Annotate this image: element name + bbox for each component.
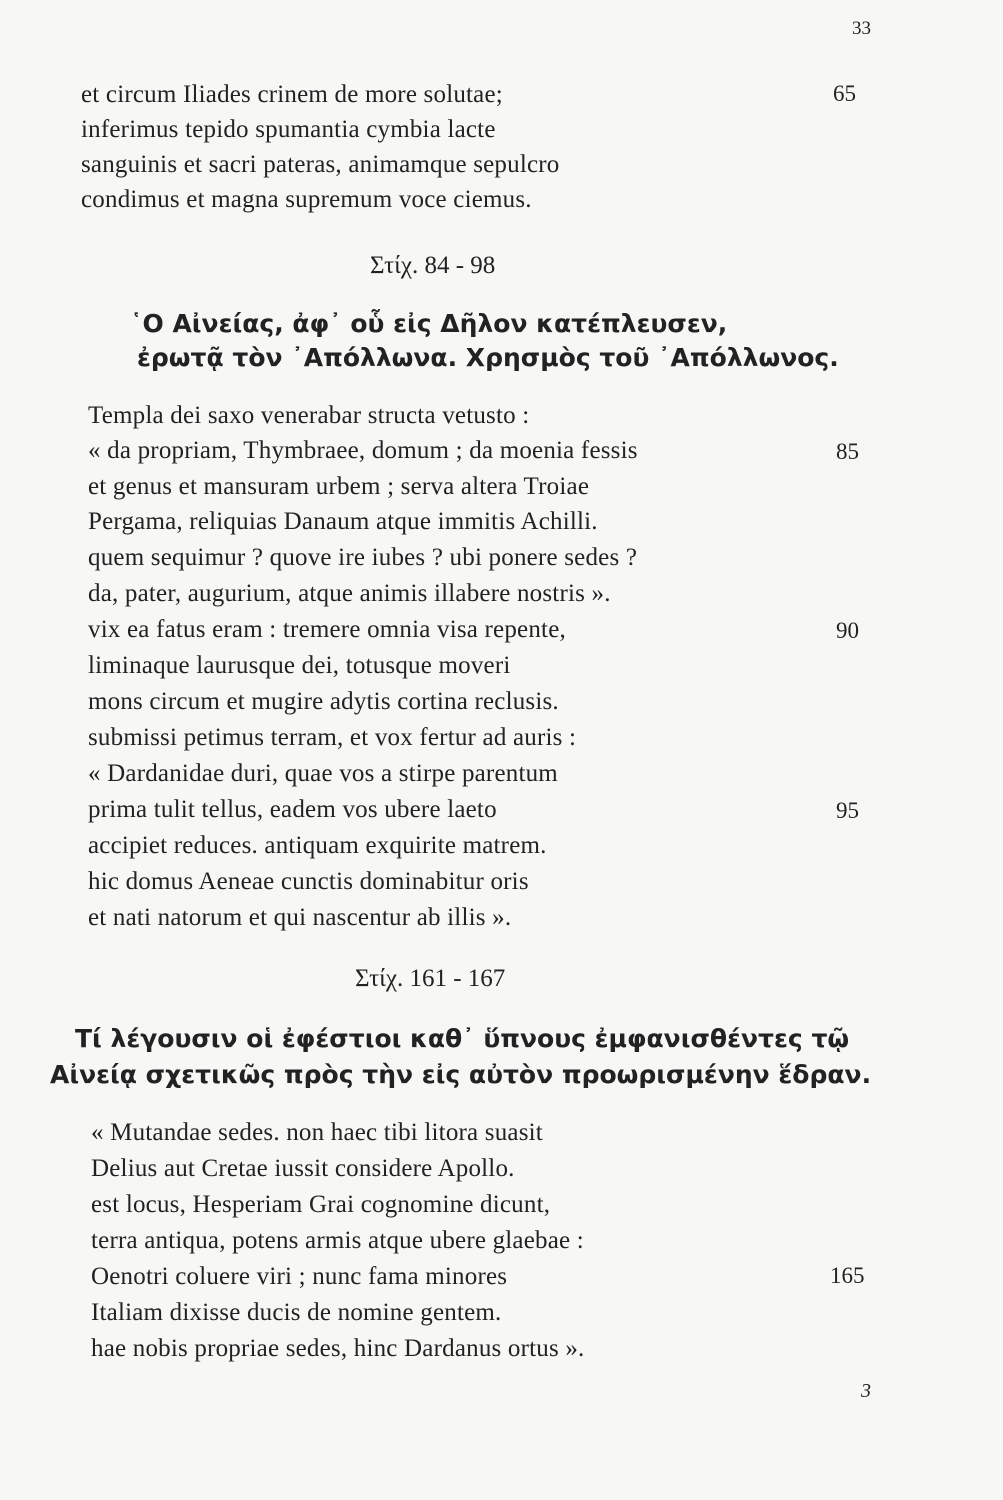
greek-heading: Τί λέγουσιν οἱ ἐφέστιοι καθ᾽ ὕπνους ἐμφανισθέντες τῷ — [75, 1024, 850, 1053]
verse-line: liminaque laurusque dei, totusque moveri — [88, 652, 511, 679]
stich-heading: Στίχ. 161 - 167 — [355, 965, 506, 992]
verse-line: « Mutandae sedes. non haec tibi litora suasit — [91, 1119, 543, 1146]
verse-line: mons circum et mugire adytis cortina reclusis. — [88, 688, 559, 715]
verse-line: prima tulit tellus, eadem vos ubere laeto — [88, 796, 497, 823]
greek-heading: ἐρωτᾷ τὸν ᾽Απόλλωνα. Χρησμὸς τοῦ ᾽Απόλλωνος. — [137, 343, 839, 372]
verse-line: et genus et mansuram urbem ; serva altera Troiae — [88, 473, 590, 500]
verse-line: terra antiqua, potens armis atque ubere glaebae : — [91, 1227, 584, 1254]
verse-line: Pergama, reliquias Danaum atque immitis Achilli. — [88, 508, 598, 535]
verse-line: est locus, Hesperiam Grai cognomine dicunt, — [91, 1191, 551, 1218]
verse-line: « da propriam, Thymbraee, domum ; da moenia fessis — [88, 437, 638, 464]
line-number: 65 — [833, 81, 856, 106]
verse-line: quem sequimur ? quove ire iubes ? ubi ponere sedes ? — [88, 544, 638, 571]
line-number: 85 — [836, 439, 859, 464]
verse-line: sanguinis et sacri pateras, animamque sepulcro — [81, 151, 560, 178]
verse-line: vix ea fatus eram : tremere omnia visa repente, — [88, 616, 566, 643]
verse-line: da, pater, augurium, atque animis illabere nostris ». — [88, 580, 611, 607]
verse-line: Oenotri coluere viri ; nunc fama minores — [91, 1263, 508, 1290]
verse-line: et nati natorum et qui nascentur ab illis ». — [88, 904, 512, 931]
verse-line: hae nobis propriae sedes, hinc Dardanus ortus ». — [91, 1335, 585, 1362]
verse-line: submissi petimus terram, et vox fertur ad auris : — [88, 724, 577, 751]
verse-line: « Dardanidae duri, quae vos a stirpe parentum — [88, 760, 558, 787]
verse-line: accipiet reduces. antiquam exquirite matrem. — [88, 832, 547, 859]
verse-line: hic domus Aeneae cunctis dominabitur oris — [88, 868, 529, 895]
line-number: 90 — [836, 618, 859, 643]
greek-heading: ῾Ο Αἰνείας, ἀφ᾽ οὗ εἰς Δῆλον κατέπλευσεν, — [130, 309, 728, 338]
verse-line: inferimus tepido spumantia cymbia lacte — [81, 116, 496, 143]
signature-mark: 3 — [861, 1380, 871, 1402]
verse-line: Italiam dixisse ducis de nomine gentem. — [91, 1299, 502, 1326]
line-number: 95 — [836, 798, 859, 823]
verse-line: Delius aut Cretae iussit considere Apollo. — [91, 1155, 515, 1182]
page-number: 33 — [852, 18, 871, 39]
verse-line: Templa dei saxo venerabar structa vetusto : — [88, 402, 530, 429]
greek-heading: Αἰνείᾳ σχετικῶς πρὸς τὴν εἰς αὐτὸν προωρισμένην ἕδραν. — [50, 1060, 872, 1089]
verse-line: condimus et magna supremum voce ciemus. — [81, 186, 532, 213]
line-number: 165 — [830, 1263, 865, 1288]
stich-heading: Στίχ. 84 - 98 — [370, 252, 496, 279]
verse-line: et circum Iliades crinem de more solutae; — [81, 81, 503, 108]
